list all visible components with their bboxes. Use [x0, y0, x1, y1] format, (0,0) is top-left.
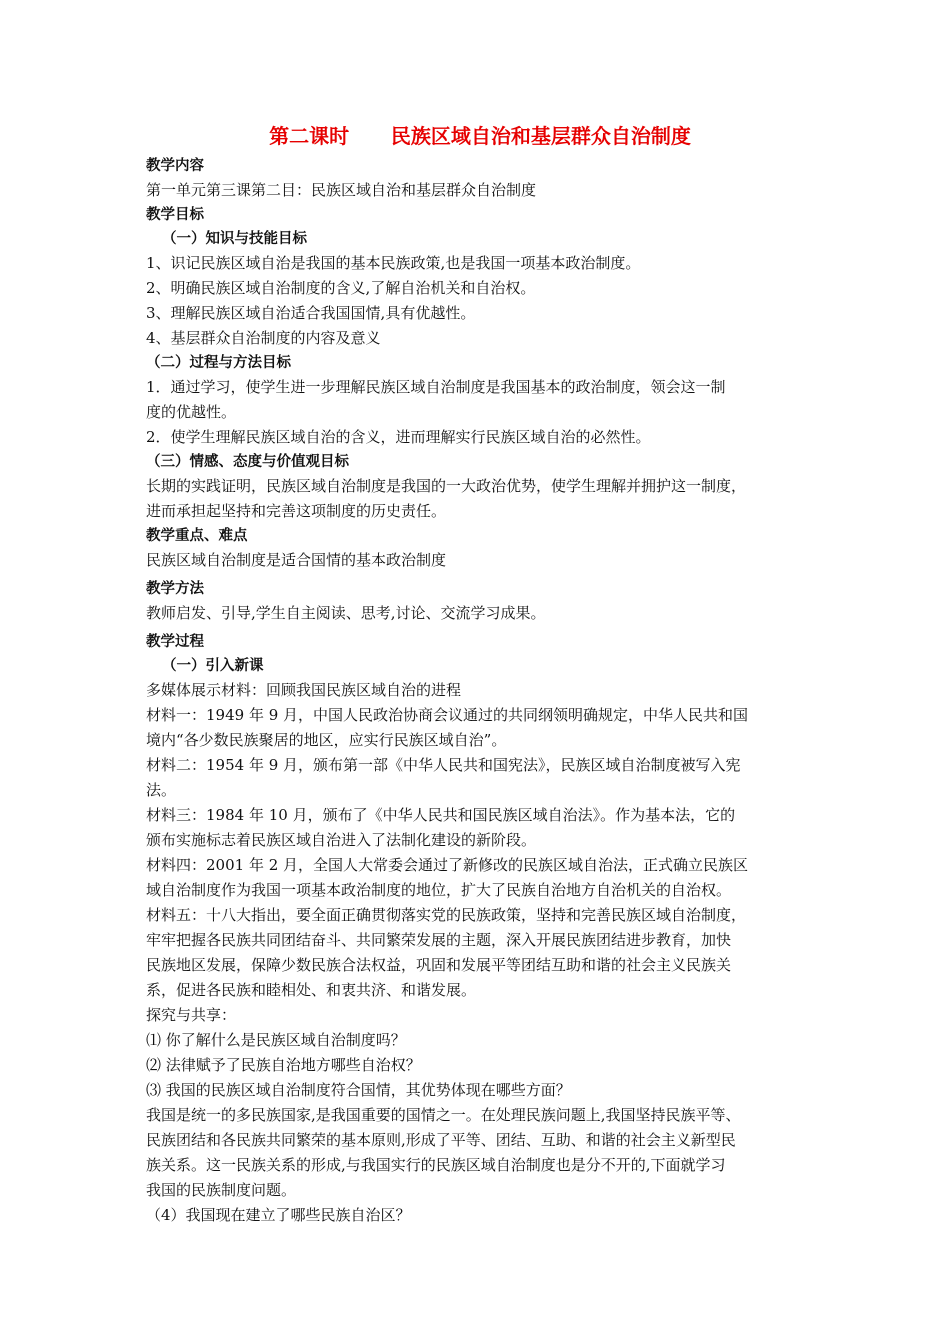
goal1-heading: （一）知识与技能目标	[162, 231, 307, 247]
paragraph-line: 族关系。这一民族关系的形成,与我国实行的民族区域自治制度也是分不开的,下面就学习	[146, 1156, 726, 1174]
explore-heading: 探究与共享：	[146, 1006, 237, 1024]
content-text: 第一单元第三课第二目：民族区域自治和基层群众自治制度	[146, 181, 537, 199]
material-line: 民族地区发展，保障少数民族合法权益，巩固和发展平等团结互助和谐的社会主义民族关	[146, 956, 732, 974]
material-line: 材料一：1949 年 9 月，中国人民政治协商会议通过的共同纲领明确规定，中华人民共和国	[146, 706, 749, 724]
material-line: 材料五：十八大指出，要全面正确贯彻落实党的民族政策，坚持和完善民族区域自治制度，	[146, 906, 747, 924]
key-heading: 教学重点、难点	[146, 528, 248, 544]
goal1-item: 2、明确民族区域自治制度的含义,了解自治机关和自治权。	[146, 279, 536, 297]
material-line: 法。	[146, 781, 177, 799]
method-text: 教师启发、引导,学生自主阅读、思考,讨论、交流学习成果。	[146, 604, 546, 622]
goal3-heading: （三）情感、态度与价值观目标	[146, 454, 349, 470]
goal1-item: 4、基层群众自治制度的内容及意义	[146, 329, 381, 347]
paragraph-line: 我国的民族制度问题。	[146, 1181, 297, 1199]
goal3-line: 进而承担起坚持和完善这项制度的历史责任。	[146, 502, 447, 520]
content-heading: 教学内容	[146, 158, 204, 174]
goal2-item-line: 2．使学生理解民族区域自治的含义，进而理解实行民族区域自治的必然性。	[146, 428, 651, 446]
page-title: 第二课时 民族区域自治和基层群众自治制度	[269, 124, 691, 148]
goal1-item: 3、理解民族区域自治适合我国国情,具有优越性。	[146, 304, 476, 322]
method-heading: 教学方法	[146, 581, 204, 597]
goal2-item-line: 1．通过学习，使学生进一步理解民族区域自治制度是我国基本的政治制度，领会这一制	[146, 378, 726, 396]
question: ⑴ 你了解什么是民族区域自治制度吗？	[146, 1031, 406, 1049]
goal2-heading: （二）过程与方法目标	[146, 355, 291, 371]
question: ⑶ 我国的民族区域自治制度符合国情，其优势体现在哪些方面？	[146, 1081, 571, 1099]
material-line: 颁布实施标志着民族区域自治进入了法制化建设的新阶段。	[146, 831, 537, 849]
question: ⑵ 法律赋予了民族自治地方哪些自治权？	[146, 1056, 421, 1074]
process-heading: 教学过程	[146, 634, 204, 650]
paragraph-line: 我国是统一的多民族国家,是我国重要的国情之一。在处理民族问题上,我国坚持民族平等、	[146, 1106, 741, 1124]
goals-heading: 教学目标	[146, 207, 204, 223]
intro-text: 多媒体展示材料：回顾我国民族区域自治的进程	[146, 681, 462, 699]
key-text: 民族区域自治制度是适合国情的基本政治制度	[146, 551, 447, 569]
paragraph-line: 民族团结和各民族共同繁荣的基本原则,形成了平等、团结、互助、和谐的社会主义新型民	[146, 1131, 736, 1149]
material-line: 材料四：2001 年 2 月，全国人大常委会通过了新修改的民族区域自治法，正式确立民族区	[146, 856, 749, 874]
material-line: 材料三：1984 年 10 月，颁布了《中华人民共和国民族区域自治法》。作为基本法，它的	[146, 806, 736, 824]
goal1-item: 1、识记民族区域自治是我国的基本民族政策,也是我国一项基本政治制度。	[146, 254, 641, 272]
material-line: 境内“各少数民族聚居的地区，应实行民族区域自治”。	[146, 731, 507, 749]
material-line: 系，促进各民族和睦相处、和衷共济、和谐发展。	[146, 981, 477, 999]
material-line: 材料二：1954 年 9 月，颁布第一部《中华人民共和国宪法》，民族区域自治制度被写入宪	[146, 756, 741, 774]
material-line: 域自治制度作为我国一项基本政治制度的地位，扩大了民族自治地方自治机关的自治权。	[146, 881, 732, 899]
goal2-item-line: 度的优越性。	[146, 403, 237, 421]
question: （4）我国现在建立了哪些民族自治区？	[146, 1206, 411, 1224]
intro-heading: （一）引入新课	[162, 658, 264, 674]
goal3-line: 长期的实践证明，民族区域自治制度是我国的一大政治优势，使学生理解并拥护这一制度，	[146, 477, 747, 495]
document-page	[146, 118, 814, 1228]
material-line: 牢牢把握各民族共同团结奋斗、共同繁荣发展的主题，深入开展民族团结进步教育，加快	[146, 931, 732, 949]
